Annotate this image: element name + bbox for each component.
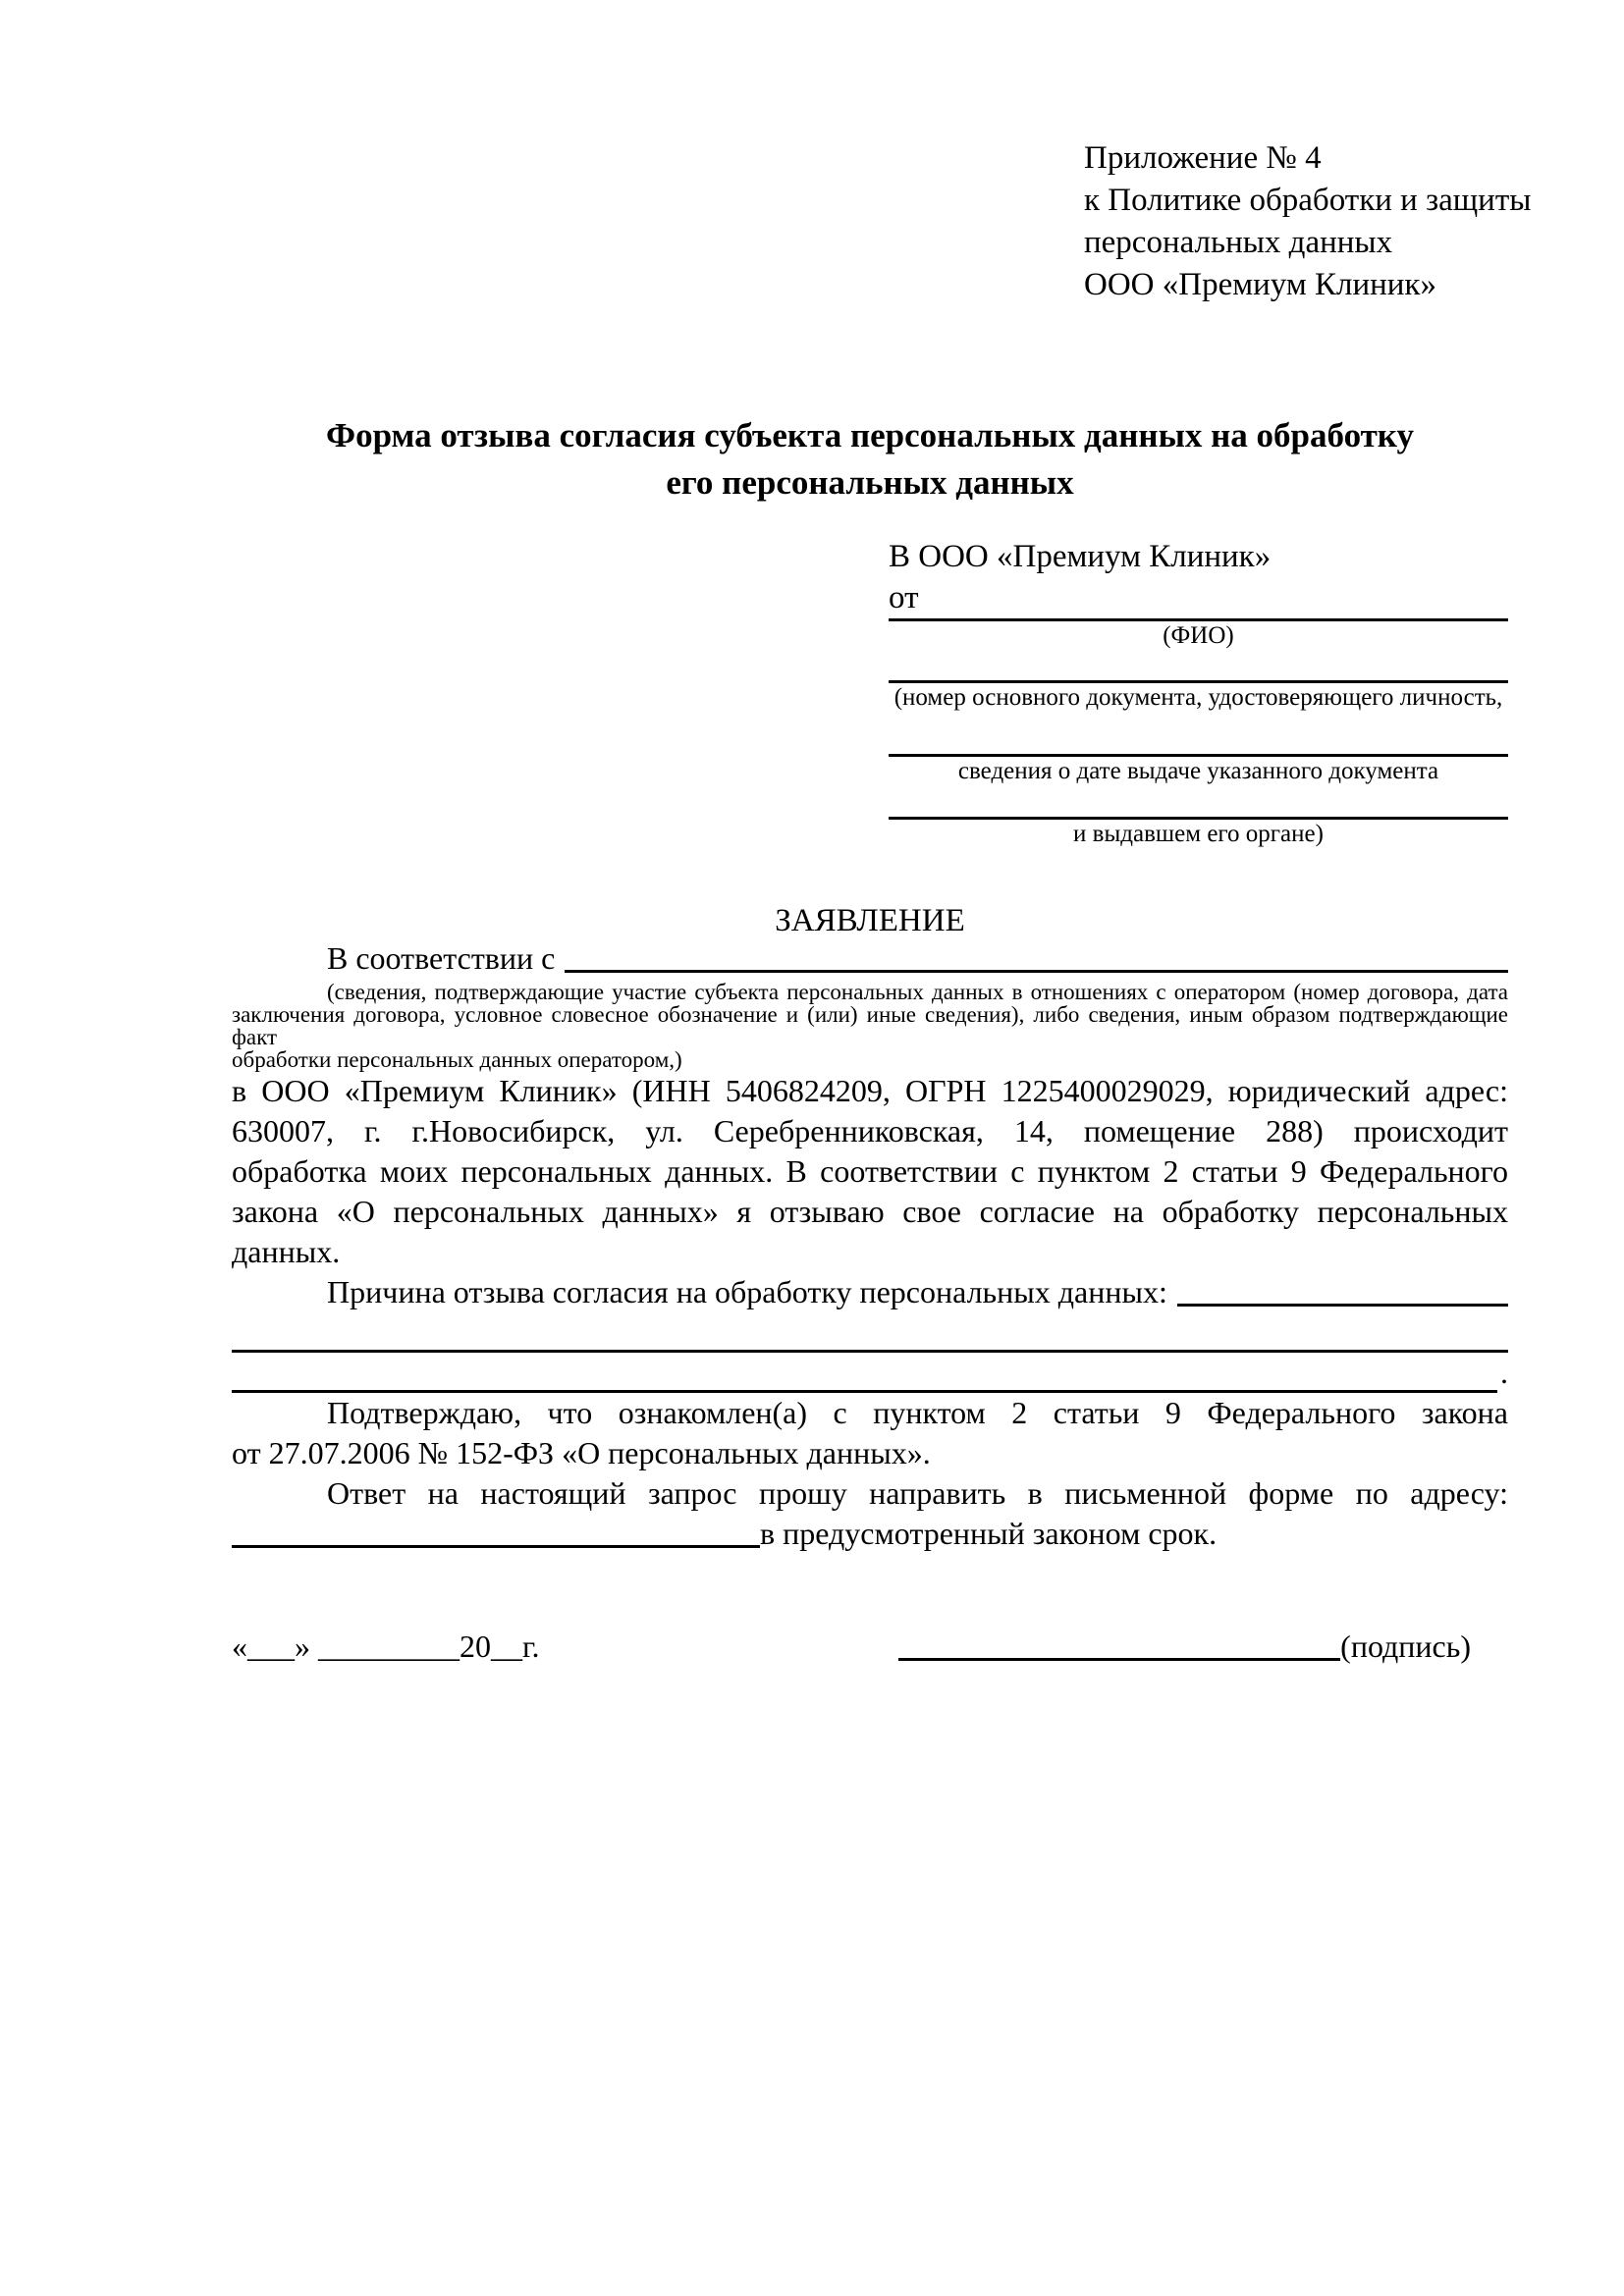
field-fio <box>889 618 1508 651</box>
document-title <box>232 412 1508 507</box>
body-line: закона «О персональных данных» я отзываю свое согласие на обработку персональных <box>232 1194 1508 1229</box>
accordance-row <box>232 938 1508 979</box>
body-line: обработка моих персональных данных. В соответствии с пунктом 2 статьи 9 Федерального <box>232 1153 1508 1189</box>
accordance-label: В соответствии с <box>327 940 556 976</box>
confirm-line: от 27.07.2006 № 152-ФЗ «О персональных данных». <box>232 1435 931 1470</box>
reply-address-row <box>232 1514 1508 1554</box>
title-line: его персональных данных <box>666 463 1074 502</box>
reply-label: Ответ на настоящий запрос прошу направить в письменной форме по адресу: <box>327 1475 1508 1511</box>
confirm-line: Подтверждаю, что ознакомлен(а) с пунктом 2 статьи 9 Федерального закона <box>327 1395 1508 1430</box>
signature-group <box>898 1627 1471 1667</box>
reason-blank-line-2 <box>232 1312 1508 1353</box>
appendix-line: персональных данных <box>1084 225 1393 260</box>
field-issue-date <box>889 754 1508 786</box>
reason-blank-line-3-rule <box>232 1353 1497 1393</box>
note-line: (сведения, подтверждающие участие субъекта персональных данных в отношениях с оператором (номер договора, дата <box>327 980 1508 1004</box>
appendix-line: ООО «Премиум Клиник» <box>1084 267 1436 302</box>
confirmation-paragraph <box>232 1393 1508 1473</box>
fine-print-note <box>232 981 1508 1071</box>
appendix-line: к Политике обработки и защиты <box>1084 183 1532 218</box>
date-line: «___» _________20__г. <box>232 1629 540 1664</box>
note-line: заключения договора, условное словесное обозначение и (или) иные сведения), либо сведения, иным образом подтверждающие факт <box>232 1002 1508 1049</box>
reason-blank-line-3 <box>232 1353 1508 1393</box>
field-document-number <box>889 680 1508 713</box>
reason-row <box>232 1272 1508 1312</box>
title-line: Форма отзыва согласия субъекта персональных данных на обработку <box>326 416 1414 454</box>
accordance-blank-line <box>565 938 1508 973</box>
body-line: данных. <box>232 1234 341 1269</box>
reply-tail: в предусмотренный законом срок. <box>760 1516 1218 1551</box>
statement-heading: ЗАЯВЛЕНИЕ <box>775 903 965 938</box>
signature-caption: (подпись) <box>1340 1629 1471 1664</box>
addressee-block <box>889 536 1508 849</box>
main-paragraph <box>232 1071 1508 1272</box>
statement-body <box>232 938 1508 1667</box>
note-line: обработки персональных данных оператором,) <box>232 1047 682 1072</box>
body-line: 630007, г. г.Новосибирск, ул. Серебренниковская, 14, помещение 288) происходит <box>232 1113 1508 1148</box>
body-line: в ООО «Премиум Клиник» (ИНН 5406824209, ОГРН 1225400029029, юридический адрес: <box>232 1073 1508 1108</box>
issue-date-caption: сведения о дате выдаче указанного документа <box>957 758 1439 784</box>
field-issuing-authority <box>889 817 1508 849</box>
appendix-line: Приложение № 4 <box>1084 140 1322 176</box>
document-number-caption: (номер основного документа, удостоверяющего личность, <box>893 684 1503 711</box>
address-blank-line <box>232 1514 760 1548</box>
fio-caption: (ФИО) <box>1163 622 1234 649</box>
trailing-period: . <box>1500 1355 1508 1390</box>
date-signature-row <box>232 1627 1508 1667</box>
appendix-note <box>1084 137 1531 306</box>
issuing-authority-caption: и выдавшем его органе) <box>1073 821 1324 847</box>
addressee-from-label: от <box>889 580 919 615</box>
addressee-to: В ООО «Премиум Клиник» <box>889 539 1272 574</box>
reason-label: Причина отзыва согласия на обработку персональных данных: <box>327 1274 1167 1309</box>
signature-blank-line <box>898 1627 1340 1661</box>
reason-blank-line <box>1177 1272 1508 1307</box>
